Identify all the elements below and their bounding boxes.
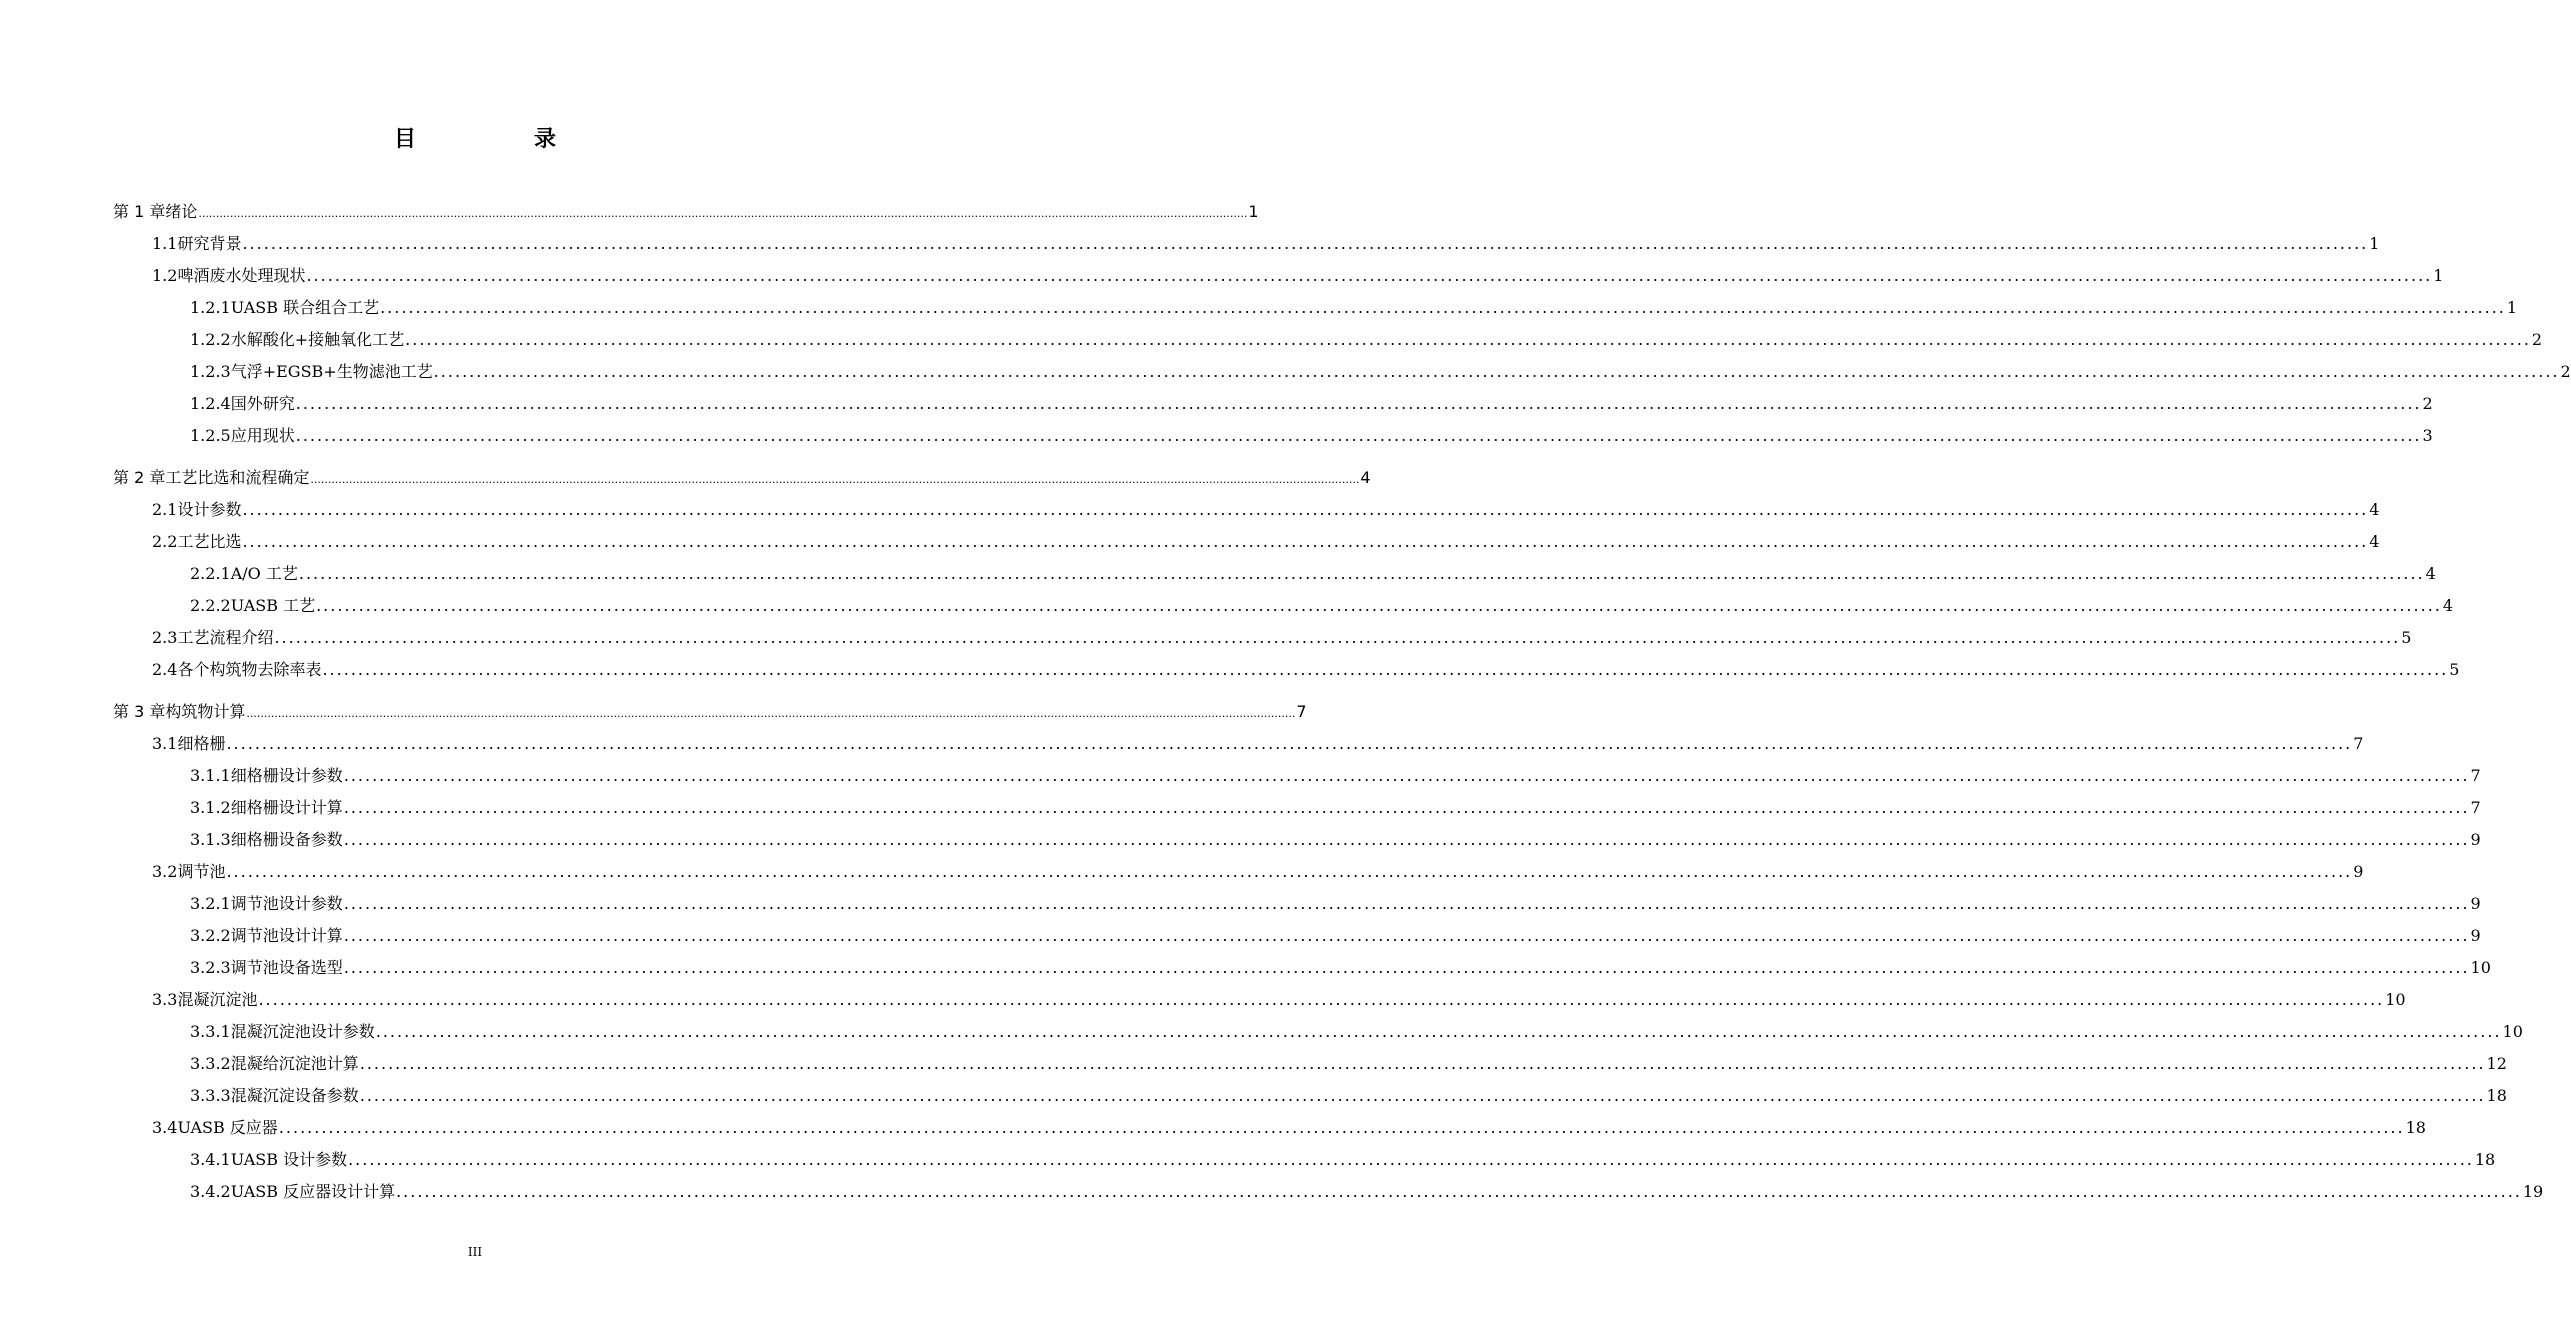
toc-entry-page: 2 bbox=[2531, 330, 2543, 349]
toc-leader-dots: ............................................................................................................................................................................................................................................................................................................ bbox=[258, 990, 2385, 1009]
toc-entry-number: 3.3.2 bbox=[190, 1054, 231, 1073]
toc-entry-title: 工艺比选和流程确定 bbox=[165, 468, 310, 487]
toc-entry-number: 3.4 bbox=[152, 1118, 178, 1137]
toc-leader-dots: ............................................................................................................................................................................................................................................................................................................ bbox=[405, 330, 2531, 349]
toc-entry-number: 3.2.2 bbox=[190, 926, 231, 945]
toc-entry-title: 混凝沉淀设备参数 bbox=[230, 1086, 359, 1105]
toc-entry[interactable] bbox=[190, 561, 2436, 585]
toc-entry-number: 3.2.3 bbox=[190, 958, 231, 977]
toc-entry-number: 1.1 bbox=[152, 234, 178, 253]
toc-entry-page: 1 bbox=[2506, 298, 2518, 317]
toc-entry-page: 4 bbox=[2369, 532, 2380, 551]
toc-entry-title: 国外研究 bbox=[230, 394, 295, 413]
toc-entry[interactable] bbox=[190, 593, 2454, 617]
toc-entry-number: 2.1 bbox=[152, 500, 178, 519]
toc-entry-number: 3.3 bbox=[152, 990, 178, 1009]
toc-entry-number: 3.2.1 bbox=[190, 894, 231, 913]
toc-leader-dots: ............................................................................................................................................................................................................................................................................................................ bbox=[375, 1022, 2502, 1041]
toc-entry[interactable] bbox=[152, 657, 2460, 681]
toc-leader-dots: ............................................................................................................................................................................................................................................................................................................ bbox=[359, 1054, 2486, 1073]
toc-entry-title: 调节池 bbox=[177, 862, 226, 881]
toc-entry-number: 3.1.2 bbox=[190, 798, 231, 817]
toc-entry[interactable] bbox=[190, 1147, 2496, 1171]
toc-entry-number: 第 2 章 bbox=[113, 468, 166, 487]
toc-entry[interactable] bbox=[152, 529, 2380, 553]
toc-entry-page: 4 bbox=[2369, 500, 2380, 519]
toc-entry[interactable] bbox=[190, 1019, 2523, 1043]
toc-entry-title: 构筑物计算 bbox=[165, 702, 246, 721]
toc-leader-dots: ............................................................................................................................................................................................................................................................................................................ bbox=[433, 362, 2560, 381]
toc-entry-title: UASB 设计参数 bbox=[230, 1150, 348, 1169]
toc-leader-dots: ............................................................................................................................................................................................................................................................................................................ bbox=[226, 734, 2353, 753]
page-number-footer: III bbox=[467, 1245, 483, 1259]
toc-entry-title: 工艺比选 bbox=[177, 532, 242, 551]
toc-entry-page: 12 bbox=[2486, 1054, 2507, 1073]
toc-entry[interactable] bbox=[152, 987, 2406, 1011]
toc-entry-number: 1.2.5 bbox=[190, 426, 231, 445]
toc-entry-page: 4 bbox=[1360, 468, 1371, 487]
toc-entry-title: 水解酸化+接触氧化工艺 bbox=[230, 330, 405, 349]
toc-entry-page: 4 bbox=[2425, 564, 2436, 583]
toc-entry-page: 18 bbox=[2405, 1118, 2426, 1137]
toc-entry[interactable] bbox=[152, 731, 2364, 755]
toc-leader-dots: ............................................................................................................................................................................................................................................................................................................ bbox=[343, 926, 2470, 945]
toc-entry-number: 1.2.2 bbox=[190, 330, 231, 349]
toc-leader-dots: ............................................................................................................................................................................................................................................................................................................ bbox=[343, 958, 2470, 977]
toc-entry-page: 4 bbox=[2442, 596, 2454, 615]
toc-entry[interactable] bbox=[190, 795, 2481, 819]
toc-entry[interactable] bbox=[113, 699, 1307, 723]
toc-entry-title: 研究背景 bbox=[177, 234, 242, 253]
toc-entry[interactable] bbox=[190, 763, 2481, 787]
toc-entry-page: 2 bbox=[2422, 394, 2433, 413]
toc-entry-title: 啤酒废水处理现状 bbox=[177, 266, 306, 285]
toc-entry-number: 第 3 章 bbox=[113, 702, 166, 721]
toc-entry-title: 混凝沉淀池设计参数 bbox=[230, 1022, 375, 1041]
toc-entry-page: 18 bbox=[2486, 1086, 2507, 1105]
toc-entry[interactable] bbox=[190, 1051, 2507, 1075]
toc-entry-title: A/O 工艺 bbox=[230, 564, 298, 583]
toc-entry-page: 5 bbox=[2401, 628, 2412, 647]
toc-leader-dots: ............................................................................................................................................................................................................................................................................................................ bbox=[298, 564, 2425, 583]
toc-entry-number: 3.1.3 bbox=[190, 830, 231, 849]
toc-entry-title: 应用现状 bbox=[230, 426, 295, 445]
toc-entry-title: 细格栅 bbox=[177, 734, 226, 753]
toc-entry-title: UASB 工艺 bbox=[230, 596, 316, 615]
toc-entry-title: 设计参数 bbox=[177, 500, 242, 519]
toc-entry-number: 2.4 bbox=[152, 660, 178, 679]
toc-leader-dots: ............................................................................................................................................................................................................................................................................................................ bbox=[310, 473, 1360, 486]
toc-entry-title: 细格栅设备参数 bbox=[230, 830, 343, 849]
toc-entry-title: UASB 反应器 bbox=[177, 1118, 278, 1137]
toc-entry-title: 气浮+EGSB+生物滤池工艺 bbox=[230, 362, 433, 381]
toc-leader-dots: ............................................................................................................................................................................................................................................................................................................ bbox=[242, 500, 2369, 519]
toc-leader-dots: ............................................................................................................................................................................................................................................................................................................ bbox=[198, 207, 1248, 220]
toc-entry[interactable] bbox=[190, 827, 2481, 851]
toc-leader-dots: ............................................................................................................................................................................................................................................................................................................ bbox=[295, 426, 2422, 445]
toc-entry-page: 19 bbox=[2522, 1182, 2544, 1201]
toc-entry-number: 2.3 bbox=[152, 628, 178, 647]
toc-entry-number: 1.2.3 bbox=[190, 362, 231, 381]
toc-entry-number: 第 1 章 bbox=[113, 202, 166, 221]
toc-entry-page: 5 bbox=[2449, 660, 2460, 679]
toc-leader-dots: ............................................................................................................................................................................................................................................................................................................ bbox=[246, 707, 1296, 720]
toc-leader-dots: ............................................................................................................................................................................................................................................................................................................ bbox=[274, 628, 2401, 647]
toc-entry[interactable] bbox=[190, 359, 2571, 383]
toc-entry-title: 细格栅设计参数 bbox=[230, 766, 343, 785]
toc-entry-number: 1.2.1 bbox=[190, 298, 231, 317]
toc-entry-number: 2.2 bbox=[152, 532, 178, 551]
toc-leader-dots: ............................................................................................................................................................................................................................................................................................................ bbox=[343, 798, 2470, 817]
toc-entry[interactable] bbox=[190, 423, 2433, 447]
toc-leader-dots: ............................................................................................................................................................................................................................................................................................................ bbox=[306, 266, 2433, 285]
toc-leader-dots: ............................................................................................................................................................................................................................................................................................................ bbox=[348, 1150, 2474, 1169]
toc-leader-dots: ............................................................................................................................................................................................................................................................................................................ bbox=[226, 862, 2353, 881]
toc-entry-title: 调节池设计计算 bbox=[230, 926, 343, 945]
toc-leader-dots: ............................................................................................................................................................................................................................................................................................................ bbox=[359, 1086, 2486, 1105]
toc-entry-title: 细格栅设计计算 bbox=[230, 798, 343, 817]
toc-entry-number: 3.2 bbox=[152, 862, 178, 881]
toc-entry-page: 9 bbox=[2470, 926, 2481, 945]
toc-leader-dots: ............................................................................................................................................................................................................................................................................................................ bbox=[295, 394, 2422, 413]
toc-leader-dots: ............................................................................................................................................................................................................................................................................................................ bbox=[343, 830, 2470, 849]
toc-entry-title: 各个构筑物去除率表 bbox=[177, 660, 322, 679]
toc-entry-number: 3.3.1 bbox=[190, 1022, 231, 1041]
toc-entry-number: 3.3.3 bbox=[190, 1086, 231, 1105]
toc-entry-page: 10 bbox=[2470, 958, 2491, 977]
toc-entry-page: 10 bbox=[2502, 1022, 2523, 1041]
toc-entry-title: 绪论 bbox=[165, 202, 198, 221]
toc-entry-title: UASB 联合组合工艺 bbox=[230, 298, 380, 317]
toc-entry[interactable] bbox=[190, 295, 2518, 319]
toc-entry[interactable] bbox=[113, 199, 1259, 223]
toc-entry[interactable] bbox=[190, 891, 2481, 915]
toc-leader-dots: ............................................................................................................................................................................................................................................................................................................ bbox=[343, 766, 2470, 785]
toc-entry[interactable] bbox=[152, 859, 2364, 883]
toc-entry-number: 1.2.4 bbox=[190, 394, 231, 413]
toc-leader-dots: ............................................................................................................................................................................................................................................................................................................ bbox=[396, 1182, 2522, 1201]
toc-leader-dots: ............................................................................................................................................................................................................................................................................................................ bbox=[242, 532, 2369, 551]
toc-entry-number: 3.1 bbox=[152, 734, 178, 753]
toc-entry-page: 1 bbox=[2433, 266, 2444, 285]
toc-entry[interactable] bbox=[113, 465, 1371, 489]
toc-entry-page: 9 bbox=[2353, 862, 2364, 881]
toc-leader-dots: ............................................................................................................................................................................................................................................................................................................ bbox=[242, 234, 2369, 253]
toc-entry[interactable] bbox=[190, 327, 2543, 351]
toc-entry[interactable] bbox=[152, 497, 2380, 521]
toc-entry-page: 2 bbox=[2560, 362, 2571, 381]
toc-entry-title: 调节池设计参数 bbox=[230, 894, 343, 913]
toc-leader-dots: ............................................................................................................................................................................................................................................................................................................ bbox=[316, 596, 2442, 615]
toc-entry-title: 混凝沉淀池 bbox=[177, 990, 258, 1009]
toc-entry[interactable] bbox=[152, 1115, 2426, 1139]
toc-entry-page: 7 bbox=[1296, 702, 1307, 721]
toc-entry[interactable] bbox=[190, 1179, 2544, 1203]
toc-entry-number: 3.4.2 bbox=[190, 1182, 231, 1201]
toc-entry-page: 3 bbox=[2422, 426, 2433, 445]
toc-entry-page: 7 bbox=[2470, 766, 2481, 785]
toc-entry-number: 3.1.1 bbox=[190, 766, 231, 785]
toc-entry-page: 10 bbox=[2385, 990, 2406, 1009]
toc-entry-number: 2.2.1 bbox=[190, 564, 231, 583]
toc-leader-dots: ............................................................................................................................................................................................................................................................................................................ bbox=[343, 894, 2470, 913]
toc-entry[interactable] bbox=[190, 391, 2433, 415]
toc-leader-dots: ............................................................................................................................................................................................................................................................................................................ bbox=[380, 298, 2506, 317]
toc-entry[interactable] bbox=[190, 955, 2491, 979]
toc-entry[interactable] bbox=[152, 625, 2412, 649]
page-title: 目 录 bbox=[393, 127, 604, 152]
toc-leader-dots: ............................................................................................................................................................................................................................................................................................................ bbox=[322, 660, 2449, 679]
toc-entry-page: 7 bbox=[2353, 734, 2364, 753]
toc-entry-page: 18 bbox=[2474, 1150, 2496, 1169]
toc-entry[interactable] bbox=[152, 263, 2444, 287]
toc-entry-page: 1 bbox=[2369, 234, 2380, 253]
toc-entry-title: UASB 反应器设计计算 bbox=[230, 1182, 396, 1201]
toc-entry[interactable] bbox=[190, 1083, 2507, 1107]
toc-entry-number: 3.4.1 bbox=[190, 1150, 231, 1169]
toc-entry[interactable] bbox=[152, 231, 2380, 255]
toc-entry-title: 工艺流程介绍 bbox=[177, 628, 274, 647]
toc-entry-title: 混凝给沉淀池计算 bbox=[230, 1054, 359, 1073]
toc-entry-page: 9 bbox=[2470, 894, 2481, 913]
toc-entry-page: 9 bbox=[2470, 830, 2481, 849]
toc-entry-number: 1.2 bbox=[152, 266, 178, 285]
toc-entry[interactable] bbox=[190, 923, 2481, 947]
toc-leader-dots: ............................................................................................................................................................................................................................................................................................................ bbox=[278, 1118, 2405, 1137]
toc-entry-page: 1 bbox=[1248, 202, 1259, 221]
toc-entry-page: 7 bbox=[2470, 798, 2481, 817]
toc-entry-number: 2.2.2 bbox=[190, 596, 231, 615]
toc-entry-title: 调节池设备选型 bbox=[230, 958, 343, 977]
